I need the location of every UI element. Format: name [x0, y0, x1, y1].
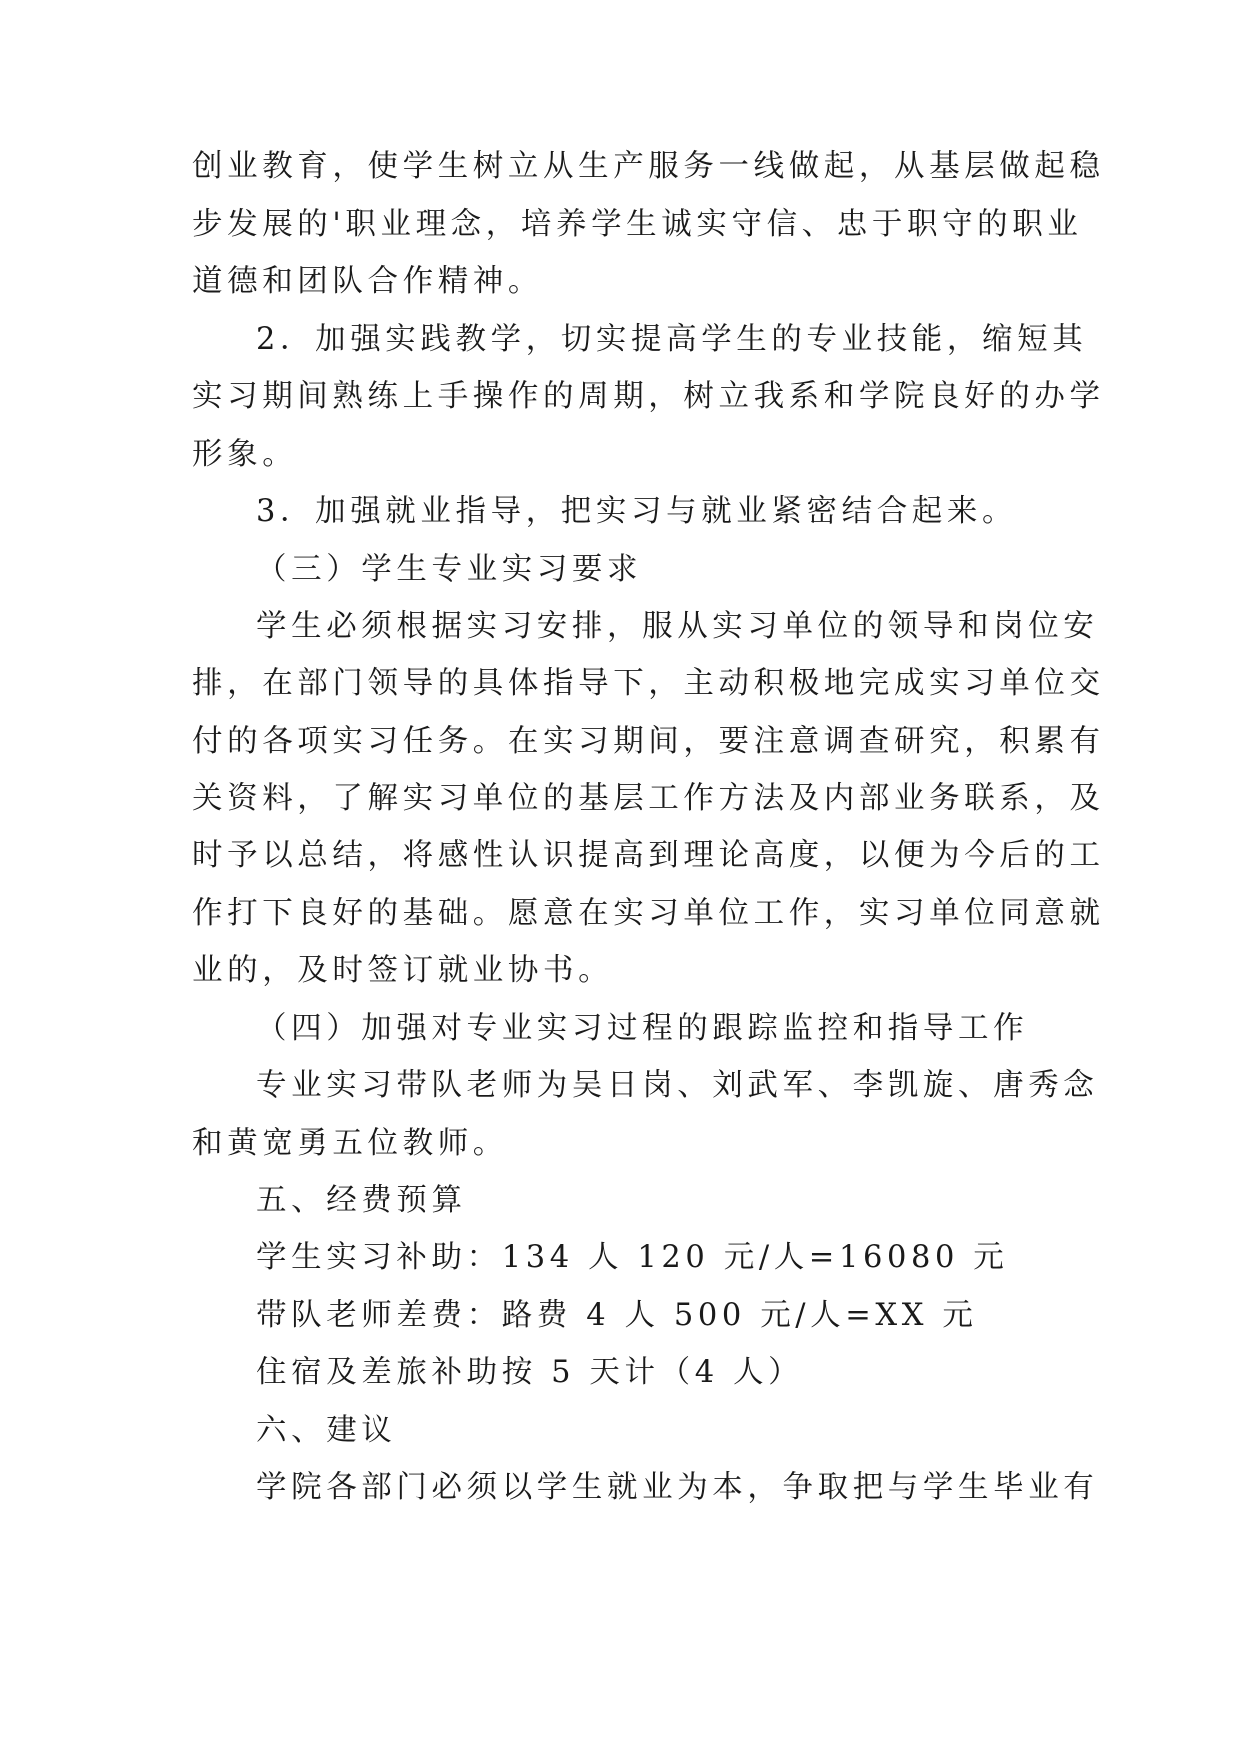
paragraph-line: 作打下良好的基础。愿意在实习单位工作，实习单位同意就 — [192, 896, 1105, 931]
section-heading: （四）加强对专业实习过程的跟踪监控和指导工作 — [256, 1011, 1029, 1046]
budget-line: 住宿及差旅补助按 5 天计（4 人） — [256, 1355, 804, 1390]
section-heading: 六、建议 — [256, 1413, 397, 1448]
paragraph-line: 关资料，了解实习单位的基层工作方法及内部业务联系，及 — [192, 781, 1105, 816]
paragraph-line: 实习期间熟练上手操作的周期，树立我系和学院良好的办学 — [192, 379, 1105, 414]
paragraph-line: 学院各部门必须以学生就业为本，争取把与学生毕业有 — [256, 1470, 1099, 1505]
paragraph-line: 创业教育，使学生树立从生产服务一线做起，从基层做起稳 — [192, 149, 1105, 184]
paragraph-line: 3．加强就业指导，把实习与就业紧密结合起来。 — [256, 494, 1018, 529]
paragraph-line: 2．加强实践教学，切实提高学生的专业技能，缩短其 — [256, 322, 1088, 357]
paragraph-line: 业的，及时签订就业协书。 — [192, 953, 614, 988]
paragraph-line: 专业实习带队老师为吴日岗、刘武军、李凯旋、唐秀念 — [256, 1068, 1099, 1103]
budget-line: 带队老师差费：路费 4 人 500 元/人=XX 元 — [256, 1298, 978, 1333]
paragraph-line: 形象。 — [192, 437, 298, 472]
paragraph-line: 步发展的'职业理念，培养学生诚实守信、忠于职守的职业 — [192, 207, 1083, 242]
paragraph-line: 道德和团队合作精神。 — [192, 264, 543, 299]
paragraph-line: 付的各项实习任务。在实习期间，要注意调查研究，积累有 — [192, 724, 1105, 759]
paragraph-line: 排，在部门领导的具体指导下，主动积极地完成实习单位交 — [192, 666, 1105, 701]
paragraph-line: 时予以总结，将感性认识提高到理论高度，以便为今后的工 — [192, 838, 1105, 873]
budget-line: 学生实习补助：134 人 120 元/人=16080 元 — [256, 1240, 1009, 1275]
paragraph-line: 和黄宽勇五位教师。 — [192, 1126, 508, 1161]
paragraph-line: 学生必须根据实习安排，服从实习单位的领导和岗位安 — [256, 609, 1099, 644]
section-heading: 五、经费预算 — [256, 1183, 467, 1218]
section-heading: （三）学生专业实习要求 — [256, 552, 643, 587]
